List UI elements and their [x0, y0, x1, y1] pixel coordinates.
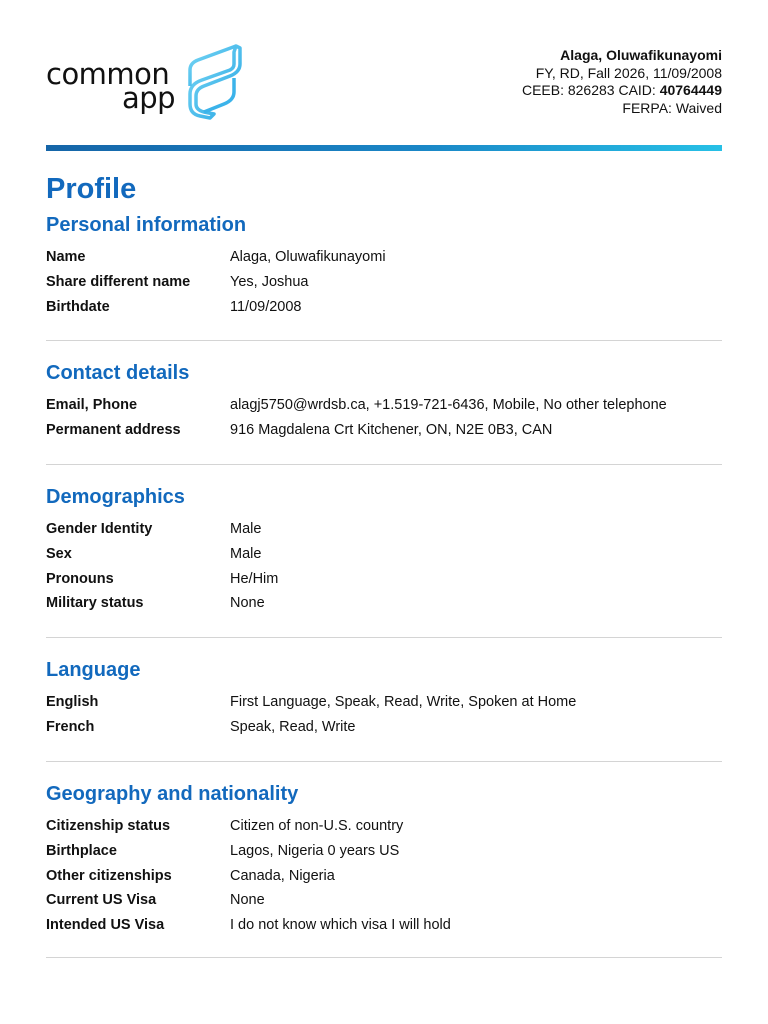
ceeb-caid-prefix: CEEB: 826283 CAID:: [521, 82, 660, 98]
field-row: [46, 863, 722, 888]
applicant-name: Alaga, Oluwafikunayomi: [560, 47, 722, 63]
field-value: 916 Magdalena Crt Kitchener, ON, N2E 0B3, CAN: [230, 422, 553, 439]
section-title: Contact details: [46, 362, 190, 384]
field-value: Lagos, Nigeria 0 years US: [230, 843, 400, 860]
field-label: Citizenship status: [46, 818, 171, 835]
field-label: French: [46, 719, 95, 736]
field-label: Permanent address: [46, 422, 181, 439]
section-divider: [46, 340, 722, 341]
field-value: 11/09/2008: [230, 298, 302, 315]
section-divider: [46, 761, 722, 762]
field-label: Intended US Visa: [46, 917, 165, 934]
logo-word-common: common: [46, 57, 170, 91]
common-app-mark-icon: [180, 42, 244, 120]
logo-word-app: app: [122, 81, 176, 115]
field-label: Birthdate: [46, 298, 110, 315]
field-value: First Language, Speak, Read, Write, Spoken at Home: [230, 694, 577, 711]
section-divider: [46, 464, 722, 465]
field-label: Share different name: [46, 274, 191, 291]
field-value: Yes, Joshua: [230, 274, 309, 291]
field-label: Current US Visa: [46, 892, 157, 909]
section-title: Personal information: [46, 214, 247, 236]
field-row: [46, 888, 722, 913]
section-geography-nationality: [46, 782, 722, 937]
field-label: Birthplace: [46, 843, 117, 860]
field-value: Speak, Read, Write: [230, 719, 356, 736]
field-row: [46, 418, 722, 443]
section-title: Geography and nationality: [46, 783, 299, 805]
field-row: [46, 542, 722, 567]
field-label: English: [46, 694, 99, 711]
field-row: [46, 566, 722, 591]
field-row: [46, 839, 722, 864]
field-label: Email, Phone: [46, 397, 138, 414]
section-divider: [46, 957, 722, 958]
field-value: Male: [230, 521, 262, 538]
field-label: Military status: [46, 595, 144, 612]
section-personal-information: [46, 213, 722, 319]
field-value: None: [230, 892, 265, 909]
field-value: Alaga, Oluwafikunayomi: [230, 249, 386, 266]
ceeb-caid-line: [522, 82, 722, 100]
field-value: alagj5750@wrdsb.ca, +1.519-721-6436, Mobile, No other telephone: [230, 397, 667, 414]
field-row: [46, 393, 722, 418]
field-label: Pronouns: [46, 570, 114, 587]
field-label: Gender Identity: [46, 521, 153, 538]
field-value: Citizen of non-U.S. country: [230, 818, 404, 835]
applicant-summary: [522, 47, 722, 117]
field-row: [46, 715, 722, 740]
field-row: [46, 245, 722, 270]
field-row: [46, 690, 722, 715]
section-contact-details: [46, 361, 722, 442]
field-label: Other citizenships: [46, 867, 172, 884]
ferpa-status: FERPA: Waived: [622, 99, 722, 116]
section-divider: [46, 637, 722, 638]
common-app-logo: [46, 42, 246, 122]
field-row: [46, 591, 722, 616]
field-value: None: [230, 595, 265, 612]
page-title: Profile: [46, 173, 137, 205]
field-row: [46, 517, 722, 542]
field-row: [46, 294, 722, 319]
field-value: Male: [230, 546, 262, 563]
field-value: He/Him: [230, 570, 279, 587]
field-value: Canada, Nigeria: [230, 867, 335, 884]
section-language: [46, 658, 722, 739]
header-gradient-rule: [46, 145, 722, 151]
field-row: [46, 913, 722, 938]
field-row: [46, 270, 722, 295]
field-label: Sex: [46, 546, 72, 563]
application-info: FY, RD, Fall 2026, 11/09/2008: [535, 64, 722, 81]
section-title: Language: [46, 659, 141, 681]
section-title: Demographics: [46, 486, 185, 508]
caid-value: 40764449: [659, 82, 722, 98]
field-label: Name: [46, 249, 86, 266]
field-value: I do not know which visa I will hold: [230, 917, 451, 934]
field-row: [46, 814, 722, 839]
section-demographics: [46, 485, 722, 616]
